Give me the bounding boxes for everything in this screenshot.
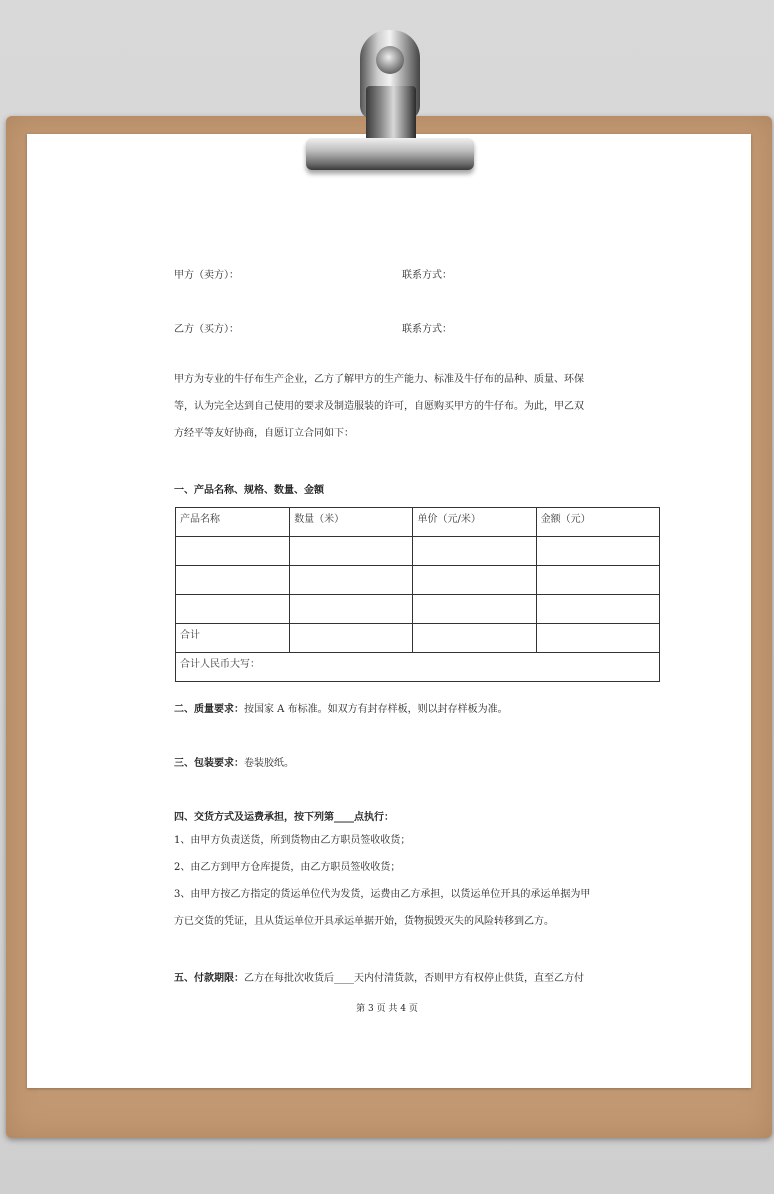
table-rmb-row (176, 653, 660, 682)
table-header-row (176, 508, 660, 537)
section3-text: 卷装胶纸。 (244, 758, 294, 769)
intro-line: 甲方为专业的牛仔布生产企业，乙方了解甲方的生产能力、标准及牛仔布的品种、质量、环保 (174, 374, 584, 385)
list-item: 1、由甲方负责送货，所到货物由乙方职员签收收货； (174, 835, 411, 846)
clip-hole (376, 46, 404, 74)
party-b-contact-label: 联系方式： (402, 324, 452, 335)
list-item: 2、由乙方到甲方仓库提货，由乙方职员签收收货； (174, 862, 401, 873)
product-table (175, 507, 660, 682)
binder-clip (300, 26, 480, 176)
total-rmb-label: 合计人民币大写： (176, 653, 660, 682)
header-amount: 金额（元） (536, 508, 659, 537)
section3 (174, 754, 294, 769)
table-row (176, 595, 660, 624)
intro-paragraph (174, 366, 604, 447)
section2-text: 按国家 A 布标准。如双方有封存样板，则以封存样板为准。 (244, 704, 508, 715)
section2-title: 二、质量要求： (174, 704, 244, 715)
header-unit-price: 单价（元/米） (413, 508, 536, 537)
party-b-label: 乙方（买方）： (174, 324, 239, 335)
section5 (174, 969, 584, 984)
section3-title: 三、包装要求： (174, 758, 244, 769)
intro-line: 方经平等友好协商，自愿订立合同如下： (174, 428, 354, 439)
section5-text: 乙方在每批次收货后____天内付清货款，否则甲方有权停止供货，直至乙方付 (244, 973, 584, 984)
clip-body (366, 86, 416, 146)
header-quantity: 数量（米） (290, 508, 413, 537)
section2 (174, 700, 508, 715)
section4-list (174, 827, 604, 935)
section5-title: 五、付款期限： (174, 973, 244, 984)
table-total-row (176, 624, 660, 653)
page-footer: 第 3 页 共 4 页 (356, 1004, 418, 1014)
table-row (176, 537, 660, 566)
party-a-contact-label: 联系方式： (402, 270, 452, 281)
list-item: 3、由甲方按乙方指定的货运单位代为发货，运费由乙方承担，以货运单位开具的承运单据为甲 (174, 889, 591, 900)
list-item: 方已交货的凭证，且从货运单位开具承运单据开始，货物损毁灭失的风险转移到乙方。 (174, 916, 554, 927)
total-label: 合计 (176, 624, 290, 653)
party-a-label: 甲方（卖方）： (174, 270, 239, 281)
header-product-name: 产品名称 (176, 508, 290, 537)
section1-title: 一、产品名称、规格、数量、金额 (174, 485, 324, 496)
intro-line: 等，认为完全达到自己使用的要求及制造服装的许可，自愿购买甲方的牛仔布。为此，甲乙双 (174, 401, 584, 412)
section4-title: 四、交货方式及运费承担，按下列第____点执行： (174, 812, 394, 823)
table-row (176, 566, 660, 595)
clip-bar (306, 138, 474, 170)
